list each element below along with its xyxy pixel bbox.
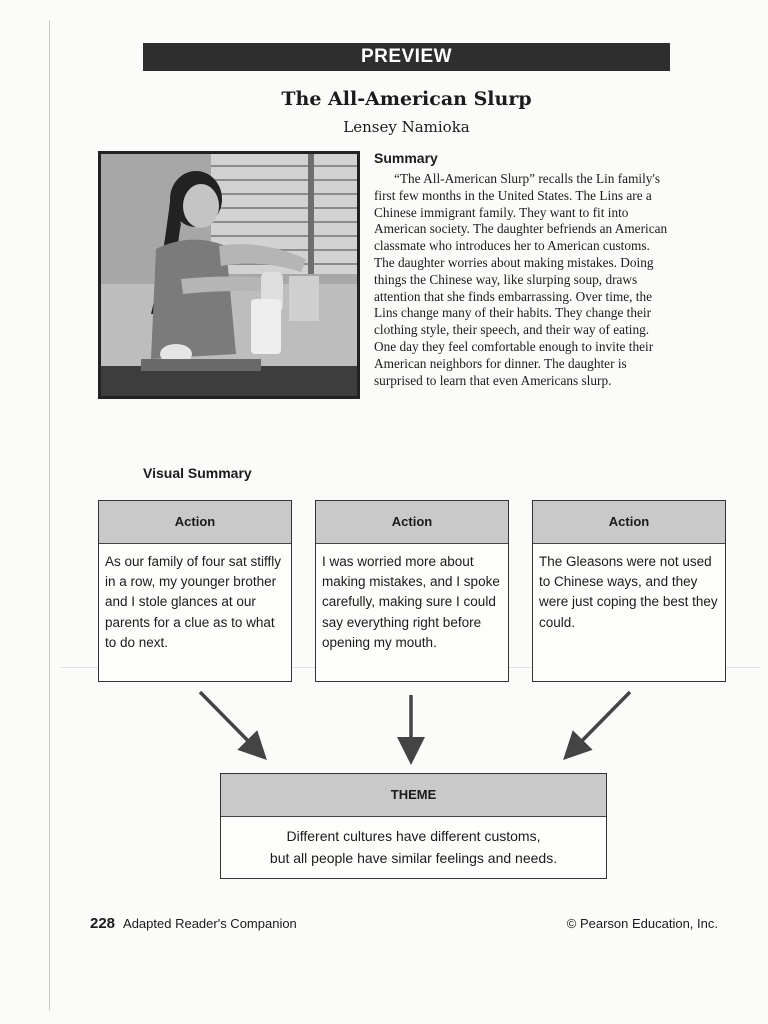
page-number: 228	[90, 915, 116, 932]
summary-text: “The All-American Slurp” recalls the Lin family's first few months in the United States. The Lins are a Chinese immigrant family. They want to fit into American society. The daughter befriends an American classmate who introduces her to American customs. The daughter worries about making mistakes. Doing things the Chinese way, like slurping soup, draws attention that she finds embarrassing. Over time, the Lins change many of their habits. They change their clothing style, their speech, and their way of eating. One day they feel comfortable enough to invite their American neighbors for dinner. The daughter is surprised to learn that even Americans slurp.	[374, 171, 668, 388]
arrow-right	[568, 692, 630, 755]
theme-text	[221, 817, 606, 869]
book-title: Adapted Reader's Companion	[123, 916, 297, 931]
story-author: Lensey Namioka	[343, 118, 470, 136]
theme-box	[220, 773, 607, 879]
footer-left	[90, 915, 297, 932]
theme-label: THEME	[221, 774, 606, 817]
story-title: The All-American Slurp	[281, 88, 532, 110]
summary-heading: Summary	[374, 150, 438, 166]
action-label: Action	[533, 501, 725, 544]
action-label: Action	[99, 501, 291, 544]
preview-banner: PREVIEW	[143, 43, 670, 71]
action-label: Action	[316, 501, 508, 544]
action-text: As our family of four sat stiffly in a row, my younger brother and I stole glances at our parents for a clue as to what to do next.	[105, 554, 282, 650]
action-text: The Gleasons were not used to Chinese ways, and they were just coping the best they could.	[539, 554, 718, 630]
theme-line-1: Different cultures have different customs,	[286, 828, 541, 844]
arrow-left	[200, 692, 262, 755]
action-text: I was worried more about making mistakes, and I spoke carefully, making sure I could say everything right before opening my mouth.	[322, 554, 500, 650]
visual-summary-heading: Visual Summary	[143, 465, 252, 481]
theme-line-2: but all people have similar feelings and needs.	[269, 850, 558, 866]
copyright: © Pearson Education, Inc.	[566, 916, 718, 931]
